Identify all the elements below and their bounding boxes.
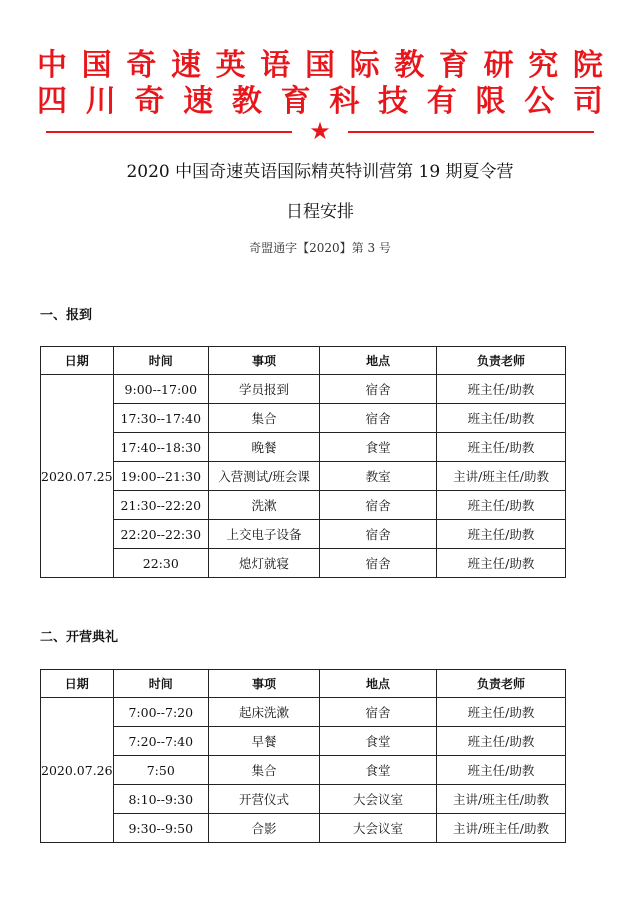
org-name-line-1 [37, 48, 603, 84]
org-line-1-char: 际 [349, 48, 380, 83]
cell-date: 2020.07.26 [41, 698, 114, 843]
cell-time: 22:20--22:30 [113, 520, 208, 549]
cell-person: 班主任/助教 [437, 698, 566, 727]
org-name-line-2 [37, 84, 603, 120]
org-line-2-char: 速 [183, 84, 214, 119]
cell-location: 大会议室 [320, 814, 437, 843]
cell-item: 洗漱 [209, 491, 320, 520]
letterhead-divider [46, 117, 594, 145]
cell-location: 食堂 [320, 756, 437, 785]
cell-location: 食堂 [320, 727, 437, 756]
column-header-location: 地点 [320, 670, 437, 698]
cell-item: 集合 [208, 756, 319, 785]
table-row [41, 549, 566, 578]
cell-person: 班主任/助教 [437, 520, 566, 549]
cell-person: 班主任/助教 [437, 549, 566, 578]
column-header-person: 负责老师 [437, 670, 566, 698]
cell-time: 9:30--9:50 [113, 814, 208, 843]
cell-time: 19:00--21:30 [113, 462, 208, 491]
org-line-1-char: 奇 [126, 48, 157, 83]
cell-item: 早餐 [208, 727, 319, 756]
section-heading-opening: 二、开营典礼 [40, 630, 119, 645]
org-line-2-char: 教 [231, 84, 262, 119]
org-line-2-char: 公 [524, 84, 555, 119]
org-line-1-char: 国 [304, 48, 335, 83]
table-row [41, 814, 566, 843]
column-header-person: 负责老师 [437, 347, 566, 375]
letterhead [0, 48, 640, 120]
org-line-2-char: 川 [85, 84, 116, 119]
org-line-1-char: 院 [572, 48, 603, 83]
cell-time: 21:30--22:20 [113, 491, 208, 520]
cell-person: 班主任/助教 [437, 491, 566, 520]
document-subtitle: 日程安排 [286, 202, 354, 222]
document-number: 奇盟通字【2020】第 3 号 [249, 241, 391, 255]
cell-location: 宿舍 [320, 520, 437, 549]
divider-line-left [46, 131, 292, 133]
org-line-2-char: 奇 [134, 84, 165, 119]
org-line-2-char: 育 [280, 84, 311, 119]
cell-time: 22:30 [113, 549, 208, 578]
cell-time: 7:20--7:40 [113, 727, 208, 756]
cell-item: 上交电子设备 [209, 520, 320, 549]
column-header-location: 地点 [320, 347, 437, 375]
column-header-item: 事项 [208, 670, 319, 698]
cell-item: 学员报到 [209, 375, 320, 404]
org-line-1-char: 国 [81, 48, 112, 83]
cell-item: 开营仪式 [208, 785, 319, 814]
cell-person: 主讲/班主任/助教 [437, 462, 566, 491]
cell-person: 主讲/班主任/助教 [437, 785, 566, 814]
table-row [41, 698, 566, 727]
cell-time: 9:00--17:00 [113, 375, 208, 404]
cell-person: 班主任/助教 [437, 727, 566, 756]
table-row [41, 404, 566, 433]
org-line-1-char: 中 [37, 48, 67, 83]
schedule-table-checkin [40, 346, 566, 578]
table-row [41, 491, 566, 520]
table-row [41, 433, 566, 462]
divider-line-right [348, 131, 594, 133]
cell-location: 宿舍 [320, 491, 437, 520]
cell-item: 起床洗漱 [208, 698, 319, 727]
org-line-1-char: 研 [483, 48, 514, 83]
cell-time: 8:10--9:30 [113, 785, 208, 814]
cell-item: 集合 [209, 404, 320, 433]
schedule-table-opening [40, 669, 566, 843]
cell-location: 教室 [320, 462, 437, 491]
table-row [41, 785, 566, 814]
org-line-2-char: 技 [378, 84, 409, 119]
org-line-1-char: 教 [394, 48, 425, 83]
table-row [41, 756, 566, 785]
org-line-1-char: 英 [215, 48, 246, 83]
org-line-2-char: 科 [329, 84, 360, 119]
org-line-2-char: 有 [426, 84, 457, 119]
cell-location: 宿舍 [320, 375, 437, 404]
table-header-row [41, 347, 566, 375]
org-line-2-char: 四 [37, 84, 67, 119]
cell-item: 入营测试/班会课 [209, 462, 320, 491]
column-header-time: 时间 [113, 670, 208, 698]
document-title: 2020 中国奇速英语国际精英特训营第 19 期夏令营 [126, 162, 514, 182]
cell-item: 晚餐 [209, 433, 320, 462]
cell-time: 7:00--7:20 [113, 698, 208, 727]
star-icon: ★ [309, 117, 331, 145]
cell-person: 班主任/助教 [437, 433, 566, 462]
cell-location: 宿舍 [320, 698, 437, 727]
org-line-1-char: 速 [170, 48, 201, 83]
org-line-1-char: 育 [438, 48, 469, 83]
cell-location: 宿舍 [320, 549, 437, 578]
cell-time: 17:30--17:40 [113, 404, 208, 433]
cell-person: 班主任/助教 [437, 756, 566, 785]
cell-person: 主讲/班主任/助教 [437, 814, 566, 843]
column-header-date: 日期 [41, 347, 114, 375]
cell-item: 熄灯就寝 [209, 549, 320, 578]
column-header-date: 日期 [41, 670, 114, 698]
cell-item: 合影 [208, 814, 319, 843]
table-row [41, 375, 566, 404]
org-line-2-char: 限 [475, 84, 506, 119]
cell-location: 大会议室 [320, 785, 437, 814]
column-header-item: 事项 [209, 347, 320, 375]
table-header-row [41, 670, 566, 698]
table-row [41, 727, 566, 756]
org-line-2-char: 司 [572, 84, 603, 119]
section-heading-checkin: 一、报到 [40, 308, 93, 323]
cell-date: 2020.07.25 [41, 375, 114, 578]
cell-person: 班主任/助教 [437, 375, 566, 404]
cell-location: 食堂 [320, 433, 437, 462]
table-row [41, 520, 566, 549]
cell-person: 班主任/助教 [437, 404, 566, 433]
table-row [41, 462, 566, 491]
org-line-1-char: 语 [260, 48, 291, 83]
cell-location: 宿舍 [320, 404, 437, 433]
cell-time: 7:50 [113, 756, 208, 785]
column-header-time: 时间 [113, 347, 208, 375]
cell-time: 17:40--18:30 [113, 433, 208, 462]
org-line-1-char: 究 [528, 48, 559, 83]
